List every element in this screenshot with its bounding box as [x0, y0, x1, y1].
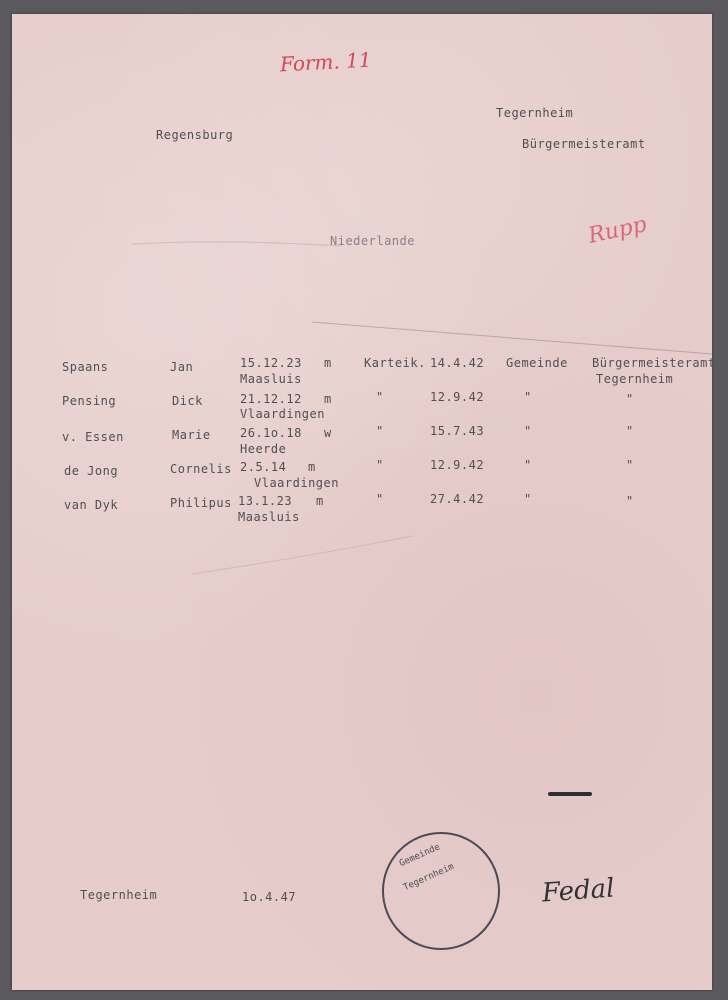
surname: v. Essen: [62, 430, 124, 444]
signature: Fedal: [541, 873, 616, 909]
register-col: ": [376, 492, 384, 506]
birth-date: 2.5.14: [240, 460, 287, 474]
register-col: ": [376, 458, 384, 472]
office-col: ": [626, 458, 634, 472]
register-date: 12.9.42: [430, 458, 485, 472]
header-place-left: Regensburg: [156, 128, 234, 142]
firstname: Dick: [172, 394, 203, 408]
sex: m: [324, 392, 332, 406]
surname: Spaans: [62, 360, 109, 374]
municipality-col: ": [524, 458, 532, 472]
nationality-heading: Niederlande: [330, 234, 415, 248]
municipality-col: ": [524, 424, 532, 438]
register-date: 12.9.42: [430, 390, 485, 404]
firstname: Marie: [172, 428, 211, 442]
sex: w: [324, 426, 332, 440]
birth-date: 26.1o.18: [240, 426, 302, 440]
header-office: Bürgermeisteramt: [522, 137, 646, 151]
birthplace: Vlaardingen: [254, 476, 339, 490]
municipality-col: ": [524, 492, 532, 506]
municipality-col: ": [524, 390, 532, 404]
firstname: Cornelis: [170, 462, 232, 476]
firstname: Philipus: [170, 496, 232, 510]
ink-dash-mark: [548, 792, 592, 796]
sex: m: [308, 460, 316, 474]
footer-place: Tegernheim: [80, 888, 158, 902]
office-col: Bürgermeisteramt: [592, 356, 716, 370]
form-number-annotation: Form. 11: [279, 47, 373, 77]
stamp-line-1: Gemeinde: [398, 842, 442, 870]
document-page: [12, 14, 716, 990]
register-date: 15.7.43: [430, 424, 485, 438]
sex: m: [324, 356, 332, 370]
birthplace: Vlaardingen: [240, 407, 325, 421]
birth-date: 13.1.23: [238, 494, 293, 508]
birth-date: 15.12.23: [240, 356, 302, 370]
firstname: Jan: [170, 360, 194, 374]
office-col: ": [626, 494, 634, 508]
register-date: 14.4.42: [430, 356, 485, 370]
register-col: ": [376, 424, 384, 438]
red-initials-annotation: Rupp: [586, 212, 649, 249]
municipality-col: Gemeinde: [506, 356, 568, 370]
footer-date: 1o.4.47: [242, 890, 297, 904]
birth-date: 21.12.12: [240, 392, 302, 406]
office-col: ": [626, 392, 634, 406]
register-date: 27.4.42: [430, 492, 485, 506]
office-col-place: Tegernheim: [596, 372, 674, 386]
office-col: ": [626, 424, 634, 438]
birthplace: Maasluis: [238, 510, 300, 524]
register-col: ": [376, 390, 384, 404]
register-col: Karteik.: [364, 356, 426, 370]
surname: de Jong: [64, 464, 119, 478]
header-place-right: Tegernheim: [496, 106, 574, 120]
birthplace: Maasluis: [240, 372, 302, 386]
birthplace: Heerde: [240, 442, 287, 456]
surname: Pensing: [62, 394, 117, 408]
sex: m: [316, 494, 324, 508]
municipal-stamp: [382, 832, 500, 950]
surname: van Dyk: [64, 498, 119, 512]
stamp-line-2: Tegernheim: [402, 861, 456, 894]
